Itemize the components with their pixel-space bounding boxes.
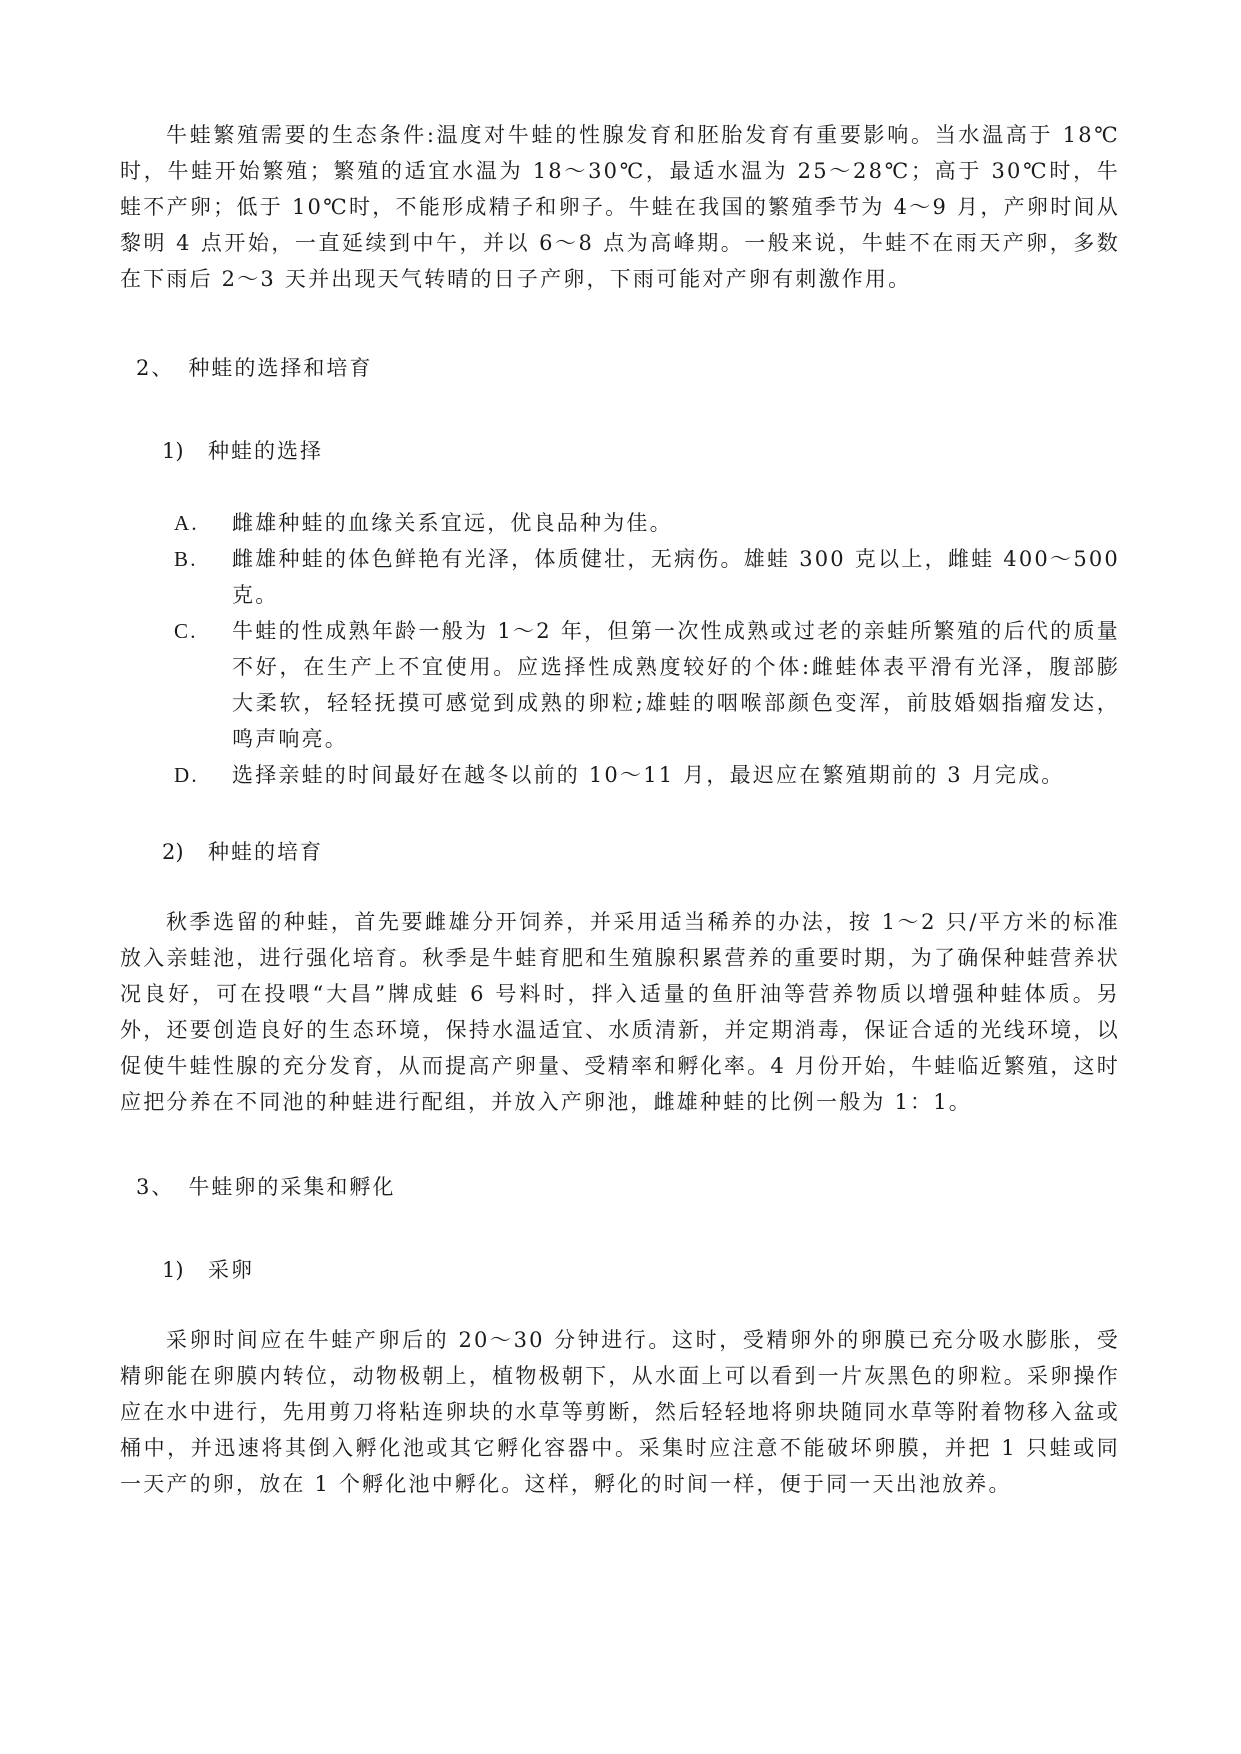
intro-paragraph: 牛蛙繁殖需要的生态条件:温度对牛蛙的性腺发育和胚胎发育有重要影响。当水温高于 18℃时，牛蛙开始繁殖；繁殖的适宜水温为 18～30℃，最适水温为 25～28℃；高于 30℃时，牛蛙不产卵；低于 10℃时，不能形成精子和卵子。牛蛙在我国的繁殖季节为 4～9 月，产卵时间从黎明 4 点开始，一直延续到中午，并以 6～8 点为高峰期。一般来说，牛蛙不在雨天产卵，多数在下雨后 2～3 天并出现天气转晴的日子产卵，下雨可能对产卵有刺激作用。 xyxy=(120,123,1120,291)
subsection-2-1-title: 种蛙的选择 xyxy=(208,439,323,463)
list-item xyxy=(174,757,1120,793)
section-2-title: 种蛙的选择和培育 xyxy=(188,356,373,380)
section-3-number: 3、 xyxy=(136,1175,175,1199)
list-marker: C. xyxy=(174,619,198,643)
list-item-text: 雌雄种蛙的体色鲜艳有光泽，体质健壮，无病伤。雄蛙 300 克以上，雌蛙 400～500 克。 xyxy=(232,547,1120,607)
section-3-heading xyxy=(136,1172,395,1202)
subsection-3-1-heading xyxy=(162,1255,254,1285)
subsection-2-1-heading xyxy=(162,436,323,466)
selection-criteria-list xyxy=(174,505,1120,793)
list-item-text: 选择亲蛙的时间最好在越冬以前的 10～11 月，最迟应在繁殖期前的 3 月完成。 xyxy=(232,763,1065,787)
list-item xyxy=(174,505,1120,541)
subsection-2-1-number: 1) xyxy=(162,439,184,463)
subsection-3-1-title: 采卵 xyxy=(208,1258,254,1282)
list-marker: D. xyxy=(174,763,199,787)
list-marker: A. xyxy=(174,511,199,535)
list-item xyxy=(174,541,1120,613)
egg-collection-paragraph: 采卵时间应在牛蛙产卵后的 20～30 分钟进行。这时，受精卵外的卵膜已充分吸水膨胀，受精卵能在卵膜内转位，动物极朝上，植物极朝下，从水面上可以看到一片灰黑色的卵粒。采卵操作应在水中进行，先用剪刀将粘连卵块的水草等剪断，然后轻轻地将卵块随同水草等附着物移入盆或桶中，并迅速将其倒入孵化池或其它孵化容器中。采集时应注意不能破坏卵膜，并把 1 只蛙或同一天产的卵，放在 1 个孵化池中孵化。这样，孵化的时间一样，便于同一天出池放养。 xyxy=(120,1328,1120,1496)
section-2-heading xyxy=(136,353,372,383)
section-3-title: 牛蛙卵的采集和孵化 xyxy=(188,1175,396,1199)
section-2-number: 2、 xyxy=(136,356,175,380)
subsection-3-1-number: 1) xyxy=(162,1258,184,1282)
list-marker: B. xyxy=(174,547,198,571)
subsection-2-2-number: 2) xyxy=(162,840,184,864)
list-item xyxy=(174,613,1120,757)
breeding-paragraph: 秋季选留的种蛙，首先要雌雄分开饲养，并采用适当稀养的办法，按 1～2 只/平方米的标准放入亲蛙池，进行强化培育。秋季是牛蛙育肥和生殖腺积累营养的重要时期，为了确保种蛙营养状况良好，可在投喂“大昌”牌成蛙 6 号料时，拌入适量的鱼肝油等营养物质以增强种蛙体质。另外，还要创造良好的生态环境，保持水温适宜、水质清新，并定期消毒，保证合适的光线环境，以促使牛蛙性腺的充分发育，从而提高产卵量、受精率和孵化率。4 月份开始，牛蛙临近繁殖，这时应把分养在不同池的种蛙进行配组，并放入产卵池，雌雄种蛙的比例一般为 1：1。 xyxy=(120,910,1120,1114)
list-item-text: 雌雄种蛙的血缘关系宜远，优良品种为佳。 xyxy=(232,511,673,535)
subsection-2-2-title: 种蛙的培育 xyxy=(208,840,323,864)
list-item-text: 牛蛙的性成熟年龄一般为 1～2 年，但第一次性成熟或过老的亲蛙所繁殖的后代的质量不好，在生产上不宜使用。应选择性成熟度较好的个体:雌蛙体表平滑有光泽，腹部膨大柔软，轻轻抚摸可感觉到成熟的卵粒;雄蛙的咽喉部颜色变浑，前肢婚姻指瘤发达，鸣声响亮。 xyxy=(232,619,1120,751)
subsection-2-2-heading xyxy=(162,837,323,867)
